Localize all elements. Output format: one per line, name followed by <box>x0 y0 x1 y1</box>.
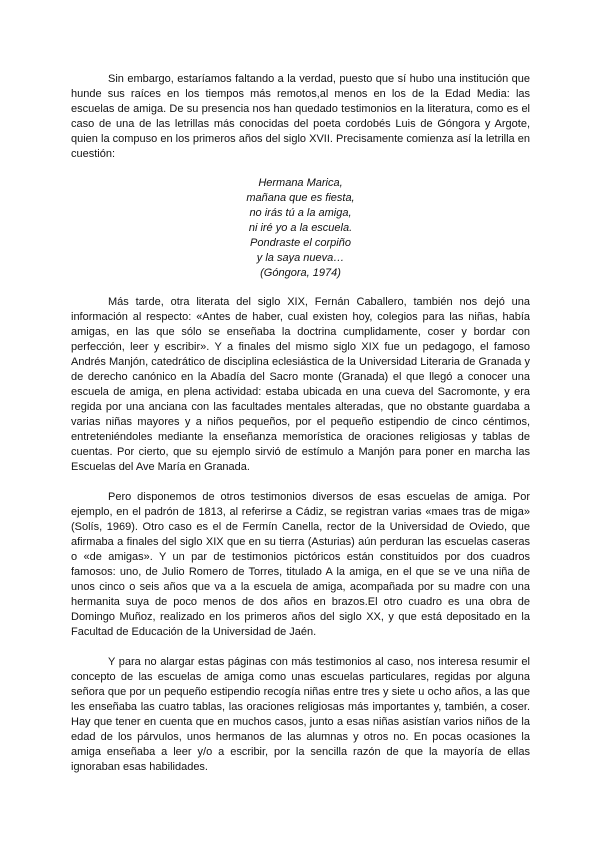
poem-line: mañana que es fiesta, <box>246 192 355 204</box>
poem-line: ni iré yo a la escuela. <box>248 222 353 234</box>
poem-line: Pondraste el corpiño <box>250 237 351 249</box>
paragraph-spacer <box>71 640 530 655</box>
paragraph-fernan-caballero: Más tarde, otra literata del siglo XIX, Fernán Caballero, también nos dejó una información al respecto: «Antes de haber, cual existen hoy, colegios para las niñas, había amigas, en las que sólo se enseñaba la doctrina cumplidamente, coser y bordar con perfección, leer y escribir». Y a finales del mismo siglo XIX fue un pedagogo, el famoso Andrés Manjón, catedrático de disciplina eclesiástica de la Universidad Literaria de Granada y de derecho canónico en la Abadía del Sacro monte (Granada) el que llegó a conocer una escuela de amiga, en plena actividad: estaba ubicada en una cueva del Sacromonte, y era regida por una anciana con las facultades mentales alteradas, que no obstante guardaba a varias niñas mayores y a niños pequeños, por el pequeño estipendio de cinco céntimos, entreteniéndoles mediante la enseñanza memorística de oraciones religiosas y tablas de cuentas. Por cierto, que su ejemplo sirvió de estímulo a Manjón para poner en marcha las Escuelas del Ave María en Granada. <box>71 296 530 473</box>
poem-line: Hermana Marica, <box>258 177 343 189</box>
paragraph-intro: Sin embargo, estaríamos faltando a la verdad, puesto que sí hubo una institución que hunde sus raíces en los tiempos más remotos,al menos en los de la Edad Media: las escuelas de amiga. De su presencia nos han quedado testimonios en la literatura, como es el caso de una de las letrillas más conocidas del poeta cordobés Luis de Góngora y Argote, quien la compuso en los primeros años del siglo XVII. Precisamente comienza así la letrilla en cuestión: <box>71 73 530 160</box>
poem-line: y la saya nueva… <box>256 252 345 264</box>
paragraph-testimonios: Pero disponemos de otros testimonios diversos de esas escuelas de amiga. Por ejemplo, en el padrón de 1813, al referirse a Cádiz, se registran varias «maes tras de miga» (Solís, 1969). Otro caso es el de Fermín Canella, rector de la Universidad de Oviedo, que afirmaba a finales del siglo XIX que en su tierra (Asturias) aún perduran las escuelas caseras o «de amigas». Y un par de testimonios pictóricos están constituidos por dos cuadros famosos: uno, de Julio Romero de Torres, titulado A la amiga, en el que se ve una niña de unos cinco o seis años que va a la escuela de amiga, acompañada por su madre con una hermanita suya de poco menos de dos años en brazos.El otro cuadro es una obra de Domingo Muñoz, realizado en los primeros años del siglo XX, y que está depositado en la Facultad de Educación de la Universidad de Jaén. <box>71 491 530 638</box>
poem-line: no irás tú a la amiga, <box>249 207 352 219</box>
paragraph-spacer <box>71 475 530 490</box>
poem-citation: (Góngora, 1974) <box>260 267 341 279</box>
poem-quote <box>71 176 530 281</box>
paragraph-resumen: Y para no alargar estas páginas con más testimonios al caso, nos interesa resumir el concepto de las escuelas de amiga como unas escuelas particulares, regidas por alguna señora que por un pequeño estipendio recogía niñas entre tres y siete u ocho años, a las que les enseñaba las cuatro tablas, las oraciones religiosas más importantes y, también, a coser. Hay que tener en cuenta que en muchos casos, junto a esas niñas asistían varios niños de la edad de los párvulos, unos hermanos de las alumnas y otros no. En pocas ocasiones la amiga enseñaba a leer y/o a escribir, por la sencilla razón de que la mayoría de ellas ignoraban esas habilidades. <box>71 656 530 773</box>
document-page <box>71 72 530 775</box>
